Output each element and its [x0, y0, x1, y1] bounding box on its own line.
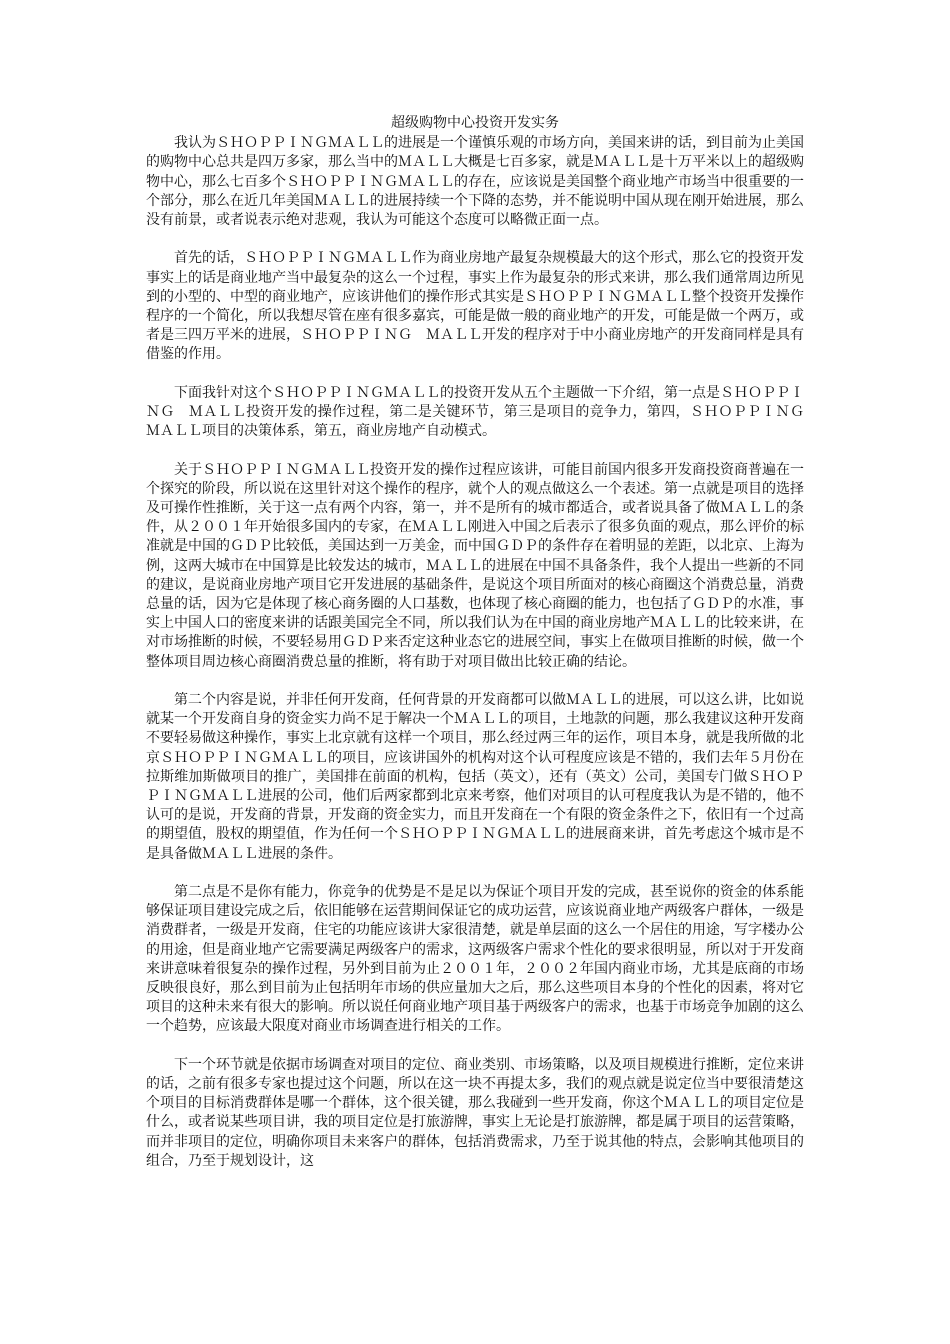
paragraph-6: 第二点是不是你有能力，你竞争的优势是不是足以为保证个项目开发的完成，甚至说你的资金的体系能够保证项目建设完成之后，依旧能够在运营期间保证它的成功运营，应该说商业地产两级客户群体，一级是消费群者，一级是开发商，住宅的功能应该讲大家很清楚，就是单层面的这么一个居住的用途，写字楼办公的用途，但是商业地产它需要满足两级客户的需求，这两级客户需求个性化的要求很明显，所以对于开发商来讲意味着很复杂的操作过程，另外到目前为止２００１年，２００２年国内商业市场，尤其是底商的市场反映很良好，那么到目前为止包括明年市场的供应量加大之后，那么这些项目本身的个性化的因素，将对它项目的这种未来有很大的影响。所以说任何商业地产项目基于两级客户的需求，也基于市场竞争加剧的这么一个趋势，应该最大限度对商业市场调查进行相关的工作。	[146, 884, 804, 1035]
document-title: 超级购物中心投资开发实务	[391, 115, 559, 131]
paragraph-3: 下面我针对这个ＳＨＯＰＰＩＮＧＭＡＬＬ的投资开发从五个主题做一下介绍，第一点是ＳＨＯＰＰＩＮＧ ＭＡＬＬ投资开发的操作过程，第二是关键环节，第三是项目的竞争力，第四，ＳＨＯＰＰＩＮＧ ＭＡＬＬ项目的决策体系，第五，商业房地产自动模式。	[146, 384, 818, 440]
paragraph-2: 首先的话，ＳＨＯＰＰＩＮＧＭＡＬＬ作为商业房地产最复杂规模最大的这个形式，那么它的投资开发事实上的话是商业地产当中最复杂的这么一个过程，事实上作为最复杂的形式来讲，那么我们通常周边所见到的小型的、中型的商业地产，应该讲他们的操作形式其实是ＳＨＯＰＰＩＮＧＭＡＬＬ整个投资开发操作程序的一个简化，所以我想尽管在座有很多嘉宾，可能是做一般的商业地产的开发，可能是做一个两万，或者是三四万平米的进展，ＳＨＯＰＰＩＮＧ ＭＡＬＬ开发的程序对于中小商业房地产的开发商同样是具有借鉴的作用。	[146, 250, 804, 363]
paragraph-5: 第二个内容是说，并非任何开发商，任何背景的开发商都可以做ＭＡＬＬ的进展，可以这么讲，比如说就某一个开发商自身的资金实力尚不足于解决一个ＭＡＬＬ的项目，土地款的问题，那么我建议这种开发商不要轻易做这种操作，事实上北京就有这样一个项目，那么经过两三年的运作，项目本身，就是我所做的北京ＳＨＯＰＰＩＮＧＭＡＬＬ的项目，应该讲国外的机构对这个认可程度应该是不错的，我们去年５月份在拉斯维加斯做项目的推广，美国排在前面的机构，包括（英文），还有（英文）公司，美国专门做ＳＨＯＰＰＩＮＧＭＡＬＬ进展的公司，他们后两家都到北京来考察，他们对项目的认可程度我认为是不错的，他不认可的是说，开发商的背景，开发商的资金实力，而且开发商在一个有限的资金条件之下，依旧有一个过高的期望值，股权的期望值，作为任何一个ＳＨＯＰＰＩＮＧＭＡＬＬ的进展商来讲，首先考虑这个城市是不是具备做ＭＡＬＬ进展的条件。	[146, 692, 804, 862]
document-page	[146, 114, 818, 1171]
paragraph-7: 下一个环节就是依据市场调查对项目的定位、商业类别、市场策略，以及项目规模进行推断，定位来讲的话，之前有很多专家也提过这个问题，所以在这一块不再提太多，我们的观点就是说定位当中要很清楚这个项目的目标消费群体是哪一个群体，这个很关键，那么我碰到一些开发商，你这个ＭＡＬＬ的项目定位是什么，或者说某些项目讲，我的项目定位是打旅游牌，事实上无论是打旅游牌，都是属于项目的运营策略，而并非项目的定位，明确你项目未来客户的群体，包括消费需求，乃至于说其他的特点，会影响其他项目的组合，乃至于规划设计，这	[146, 1056, 804, 1169]
paragraph-1: 我认为ＳＨＯＰＰＩＮＧＭＡＬＬ的进展是一个谨慎乐观的市场方向，美国来讲的话，到目前为止美国的购物中心总共是四万多家，那么当中的ＭＡＬＬ大概是七百多家，就是ＭＡＬＬ是十万平米以上的超级购物中心，那么七百多个ＳＨＯＰＰＩＮＧＭＡＬＬ的存在，应该说是美国整个商业地产市场当中很重要的一个部分，那么在近几年美国ＭＡＬＬ的进展持续一个下降的态势，并不能说明中国从现在刚开始进展，那么没有前景，或者说表示绝对悲观，我认为可能这个态度可以略微正面一点。	[146, 135, 804, 229]
paragraph-4: 关于ＳＨＯＰＰＩＮＧＭＡＬＬ投资开发的操作过程应该讲，可能目前国内很多开发商投资商普遍在一个探究的阶段，所以说在这里针对这个操作的程序，就个人的观点做这么一个表述。第一点就是项目的选择及可操作性推断，关于这一点有两个内容，第一，并不是所有的城市都适合，或者说具备了做ＭＡＬＬ的条件，从２００１年开始很多国内的专家，在ＭＡＬＬ刚进入中国之后表示了很多负面的观点，那么评价的标准就是中国的ＧＤＰ比较低，美国达到一万美金，而中国ＧＤＰ的条件存在着明显的差距，以北京、上海为例，这两大城市在中国算是比较发达的城市，ＭＡＬＬ的进展在中国不具备条件，我个人提出一些新的不同的建议，是说商业房地产项目它开发进展的基础条件，是说这个项目所面对的核心商圈这个消费总量，消费总量的话，因为它是体现了核心商务圈的人口基数，也体现了核心商圈的能力，也包括了ＧＤＰ的水准，事实上中国人口的密度来讲的话跟美国完全不同，所以我们认为在中国的商业房地产ＭＡＬＬ的比较来讲，在对市场推断的时候，不要轻易用ＧＤＰ来否定这种业态它的进展空间，事实上在做项目推断的时候，做一个整体项目周边核心商圈消费总量的推断，将有助于对项目做出比较正确的结论。	[146, 461, 804, 670]
